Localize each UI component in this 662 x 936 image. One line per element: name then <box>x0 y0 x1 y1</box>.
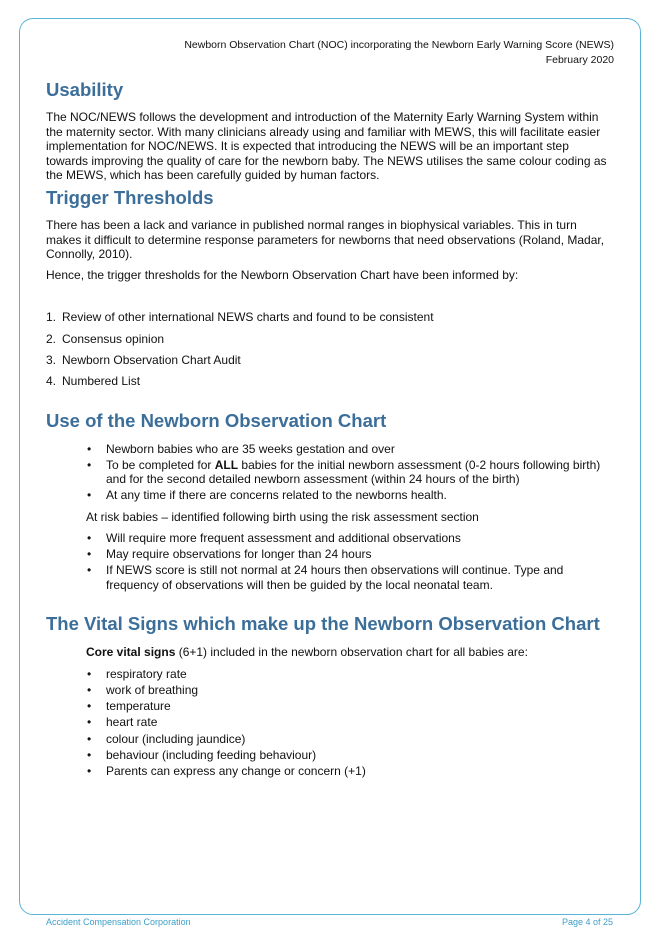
page-header <box>184 38 614 68</box>
list-item: • At any time if there are concerns related to the newborns health. <box>87 488 447 503</box>
trigger-paragraph-2: Hence, the trigger thresholds for the Newborn Observation Chart have been informed by: <box>46 267 519 282</box>
list-item: • To be completed for ALL babies for the initial newborn assessment (0-2 hours following birth) and for the second detailed newborn assessment (within 24 hours of the birth) <box>87 457 601 487</box>
list-item: • temperature <box>87 699 171 714</box>
list-item: 4. Numbered List <box>46 373 141 388</box>
list-item: • heart rate <box>87 715 158 730</box>
usability-heading: Usability <box>46 79 124 100</box>
list-item: 2. Consensus opinion <box>46 331 165 346</box>
list-item: • May require observations for longer than 24 hours <box>87 546 372 561</box>
footer-page-number: Page 4 of 25 <box>561 917 613 927</box>
list-item: • Newborn babies who are 35 weeks gestation and over <box>87 441 395 456</box>
list-item: • behaviour (including feeding behaviour) <box>87 747 317 762</box>
use-heading: Use of the Newborn Observation Chart <box>46 409 387 431</box>
vitals-intro: Core vital signs (6+1) included in the newborn observation chart for all babies are: <box>86 645 528 660</box>
list-item: 1. Review of other international NEWS charts and found to be consistent <box>46 310 434 325</box>
use-bullet-list-1 <box>46 442 614 504</box>
list-item: • colour (including jaundice) <box>87 731 246 746</box>
trigger-paragraph-1: There has been a lack and variance in published normal ranges in biophysical variables. This in turn makes it difficult to determine response parameters for newborns that need observations (Roland, Madar, Connolly, 2010). <box>46 217 605 262</box>
usability-paragraph: The NOC/NEWS follows the development and introduction of the Maternity Early Warning System within the maternity sector. With many clinicians already using and familiar with MEWS, this will facilitate easier implementation for NOC/NEWS. It is expected that introducing the NEWS will be an important step towards improving the quality of care for the newborn baby. The NEWS utilises the same colour coding as the MEWS, which has been carefully guided by human factors. <box>46 110 607 183</box>
list-item: 3. Newborn Observation Chart Audit <box>46 352 241 367</box>
vitals-bullet-list <box>46 667 614 779</box>
list-item: • respiratory rate <box>87 666 187 681</box>
vitals-heading: The Vital Signs which make up the Newborn Observation Chart <box>46 613 600 635</box>
trigger-numbered-list <box>46 310 614 388</box>
use-bullet-list-2 <box>46 531 614 593</box>
list-item: • Will require more frequent assessment and additional observations <box>87 530 461 545</box>
list-item: • work of breathing <box>87 683 199 697</box>
risk-paragraph: At risk babies – identified following birth using the risk assessment section <box>86 510 479 525</box>
list-item: • If NEWS score is still not normal at 24 hours then observations will continue. Type and frequency of observations will then be guided by the local neonatal team. <box>87 563 564 592</box>
footer-organisation: Accident Compensation Corporation <box>46 917 191 927</box>
header-date: February 2020 <box>545 54 614 66</box>
header-title: Newborn Observation Chart (NOC) incorporating the Newborn Early Warning Score (NEWS) <box>184 39 614 51</box>
trigger-heading: Trigger Thresholds <box>46 186 214 208</box>
page-content <box>46 78 614 780</box>
list-item: • Parents can express any change or concern (+1) <box>87 763 366 778</box>
